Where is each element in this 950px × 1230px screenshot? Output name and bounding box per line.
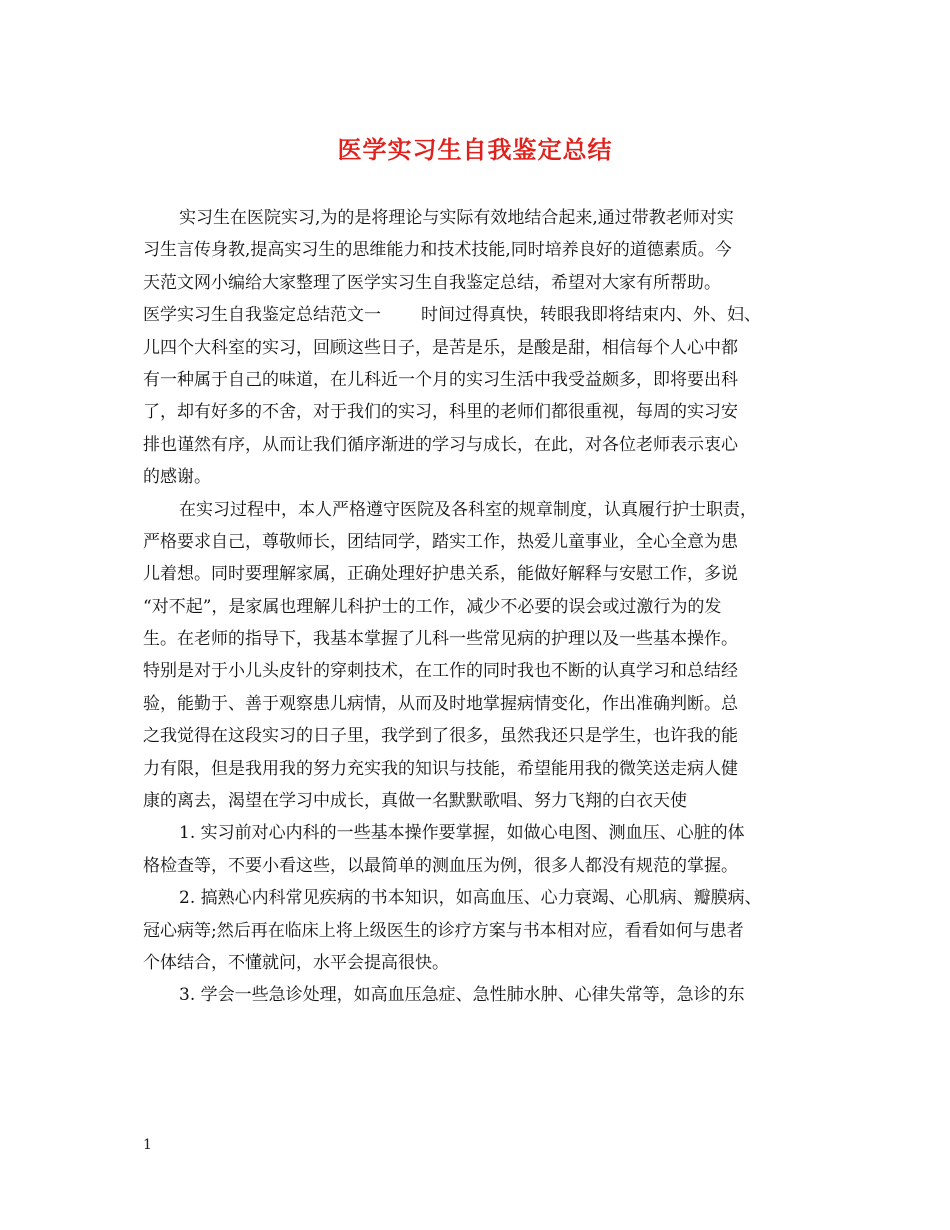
text-line: 儿四个大科室的实习，回顾这些日子，是苦是乐，是酸是甜，相信每个人心中都 [143, 337, 738, 358]
text-line: 排也谨然有序，从而让我们循序渐进的学习与成长，在此，对各位老师表示衷心 [143, 434, 738, 455]
text-line: 康的离去，渴望在学习中成长，真做一名默默歌唱、努力飞翔的白衣天使 [143, 791, 687, 812]
text-line: 严格要求自己，尊敬师长，团结同学，踏实工作，热爱儿童事业，全心全意为患 [143, 531, 738, 552]
document-body [143, 202, 811, 1012]
text-line: 生。在老师的指导下，我基本掌握了儿科一些常见病的护理以及一些基本操作。 [143, 629, 738, 650]
list-item: 1. 实习前对心内科的一些基本操作要掌握，如做心电图、测血压、心脏的体 [179, 823, 745, 844]
list-item: 3. 学会一些急诊处理，如高血压急症、急性肺水肿、心律失常等，急诊的东 [179, 985, 745, 1006]
text-line: 验，能勤于、善于观察患儿病情，从而及时地掌握病情变化，作出准确判断。总 [143, 693, 738, 714]
text-line: 特别是对于小儿头皮针的穿刺技术，在工作的同时我也不断的认真学习和总结经 [143, 661, 738, 682]
text-line: 个体结合，不懂就问，水平会提高很快。 [143, 952, 449, 973]
text-line: 天范文网小编给大家整理了医学实习生自我鉴定总结，希望对大家有所帮助。 [143, 272, 721, 293]
text-line: 有一种属于自己的味道，在儿科近一个月的实习生活中我受益颇多，即将要出科 [143, 369, 738, 390]
section-heading: 医学实习生自我鉴定总结范文一 [143, 305, 381, 326]
document-title: 医学实习生自我鉴定总结 [337, 135, 613, 164]
text-line: 冠心病等;然后再在临床上将上级医生的诊疗方案与书本相对应，看看如何与患者 [143, 920, 744, 941]
list-item: 2. 搞熟心内科常见疾病的书本知识，如高血压、心力衰竭、心肌病、瓣膜病、 [179, 888, 762, 909]
text-line: “对不起”，是家属也理解儿科护士的工作，减少不必要的误会或过激行为的发 [143, 596, 722, 617]
text-line: 力有限，但是我用我的努力充实我的知识与技能，希望能用我的微笑送走病人健 [143, 758, 738, 779]
text-line: 了，却有好多的不舍，对于我们的实习，科里的老师们都很重视，每周的实习安 [143, 402, 738, 423]
text-line: 在实习过程中，本人严格遵守医院及各科室的规章制度，认真履行护士职责， [179, 499, 757, 520]
text-line [143, 299, 811, 331]
text-line: 格检查等，不要小看这些，以最简单的测血压为例，很多人都没有规范的掌握。 [143, 855, 738, 876]
text-line: 的感谢。 [143, 467, 211, 488]
text-line-continuation: 时间过得真快，转眼我即将结束内、外、妇、 [421, 305, 761, 326]
text-line: 之我觉得在这段实习的日子里，我学到了很多，虽然我还只是学生，也许我的能 [143, 726, 738, 747]
text-line: 儿着想。同时要理解家属，正确处理好护患关系，能做好解释与安慰工作，多说 [143, 564, 738, 585]
page-number: 1 [143, 1137, 152, 1153]
text-line: 实习生在医院实习,为的是将理论与实际有效地结合起来,通过带教老师对实 [179, 208, 734, 228]
text-line: 习生言传身教,提高实习生的思维能力和技术技能,同时培养良好的道德素质。今 [143, 240, 732, 261]
